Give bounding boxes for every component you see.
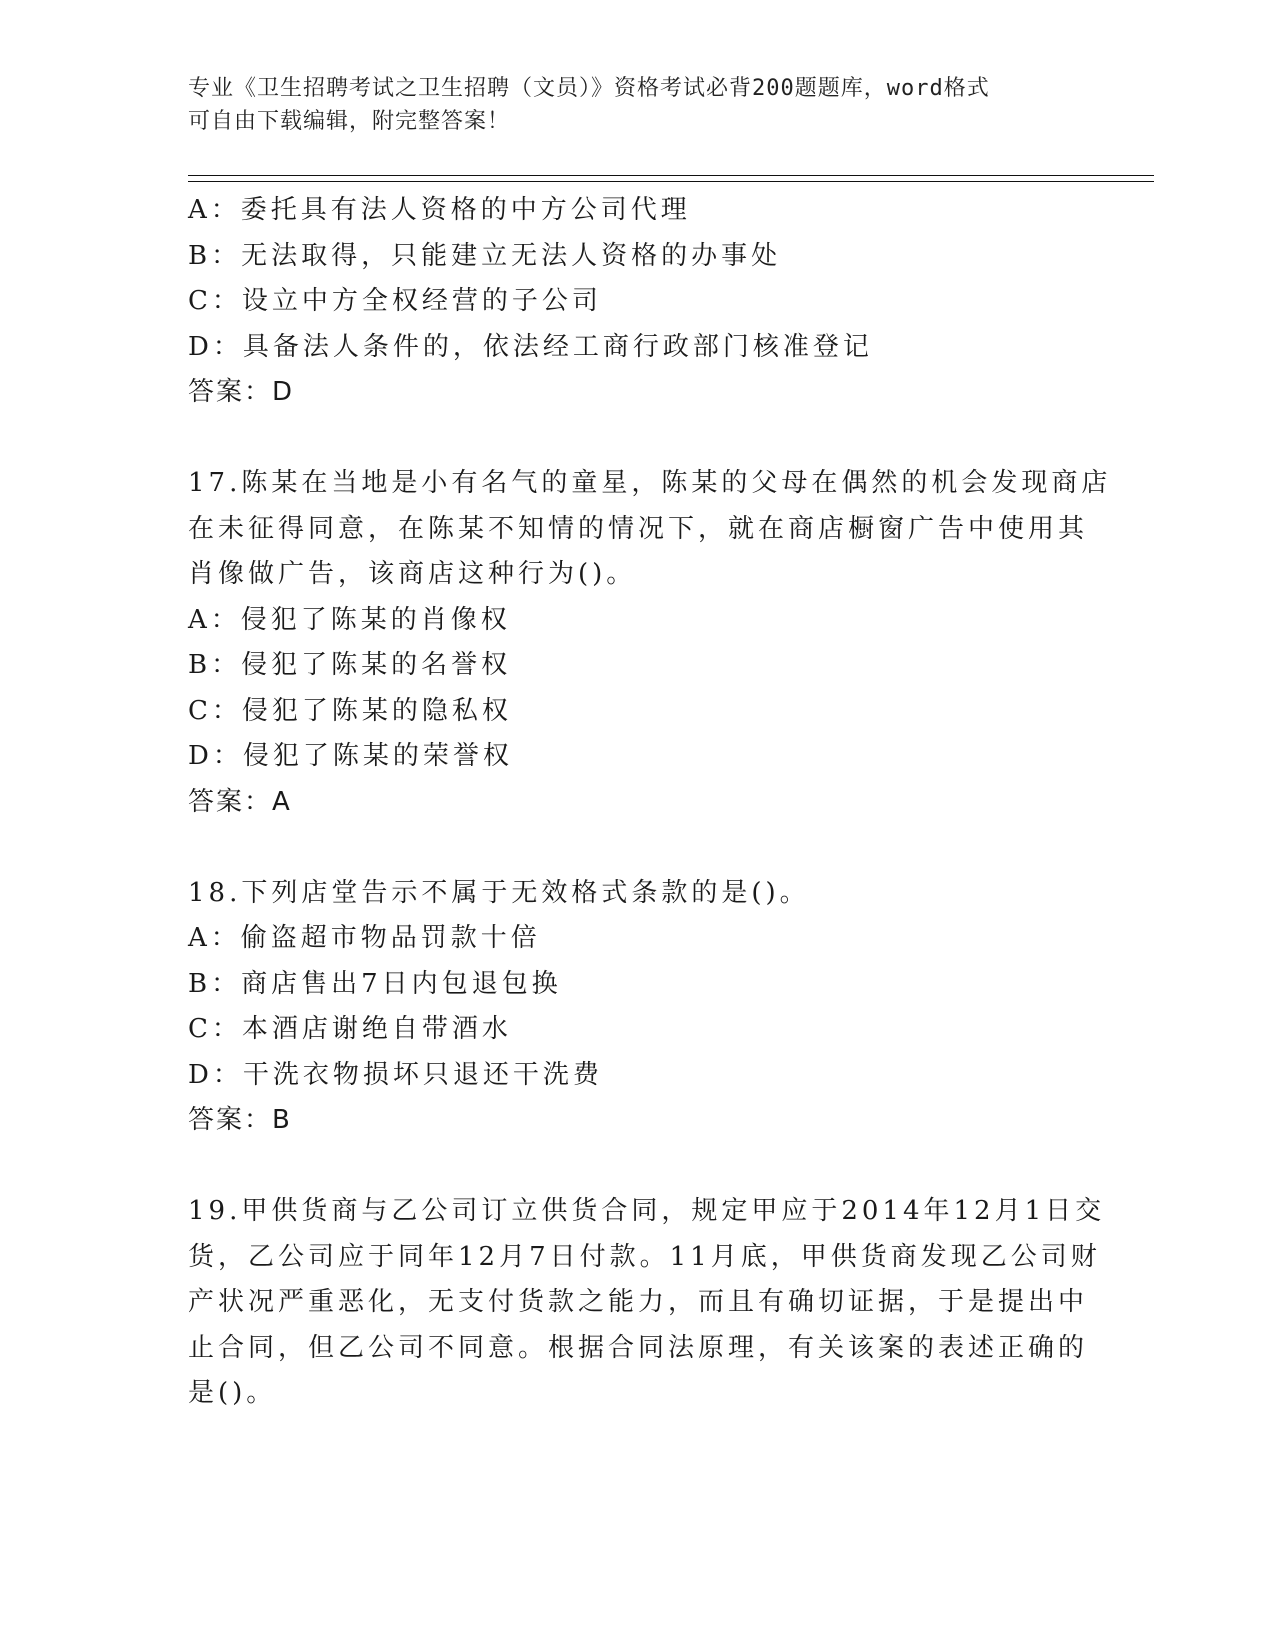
spacer xyxy=(188,1144,1088,1190)
answer: 答案：A xyxy=(188,786,292,817)
option-c: C：本酒店谢绝自带酒水 xyxy=(188,1014,512,1044)
option-b: B：无法取得，只能建立无法人资格的办事处 xyxy=(188,240,782,271)
question-stem: 在未征得同意，在陈某不知情的情况下，就在商店橱窗广告中使用其 xyxy=(188,513,1089,544)
question-17-block xyxy=(188,461,1112,825)
option-c: C：侵犯了陈某的隐私权 xyxy=(188,695,512,726)
option-b: B：商店售出7日内包退包换 xyxy=(188,968,562,999)
question-stem: 货，乙公司应于同年12月7日付款。11月底，甲供货商发现乙公司财 xyxy=(188,1241,1101,1272)
question-list xyxy=(188,188,1112,1417)
question-stem: 产状况严重恶化，无支付货款之能力，而且有确切证据，于是提出中 xyxy=(188,1287,1089,1317)
question-stem: 是()。 xyxy=(188,1378,277,1408)
option-a: A：侵犯了陈某的肖像权 xyxy=(188,604,511,635)
question-stem: 肖像做广告，该商店这种行为()。 xyxy=(188,559,637,589)
answer: 答案：B xyxy=(188,1105,292,1135)
answer: 答案：D xyxy=(188,377,295,407)
question-stem: 17.陈某在当地是小有名气的童星，陈某的父母在偶然的机会发现商店 xyxy=(188,468,1112,498)
question-19-block xyxy=(188,1189,1106,1417)
option-c: C：设立中方全权经营的子公司 xyxy=(188,286,602,316)
option-d: D：干洗衣物损坏只退还干洗费 xyxy=(188,1059,603,1090)
option-d: D：具备法人条件的，依法经工商行政部门核准登记 xyxy=(188,331,873,362)
question-18-block xyxy=(188,871,1088,1144)
question-16-block xyxy=(188,188,1088,416)
option-d: D：侵犯了陈某的荣誉权 xyxy=(188,741,513,771)
document-header xyxy=(188,72,1088,138)
header-divider-bottom xyxy=(188,181,1154,182)
option-a: A：委托具有法人资格的中方公司代理 xyxy=(188,195,691,225)
option-b: B：侵犯了陈某的名誉权 xyxy=(188,650,512,680)
spacer xyxy=(188,825,1088,871)
header-line-2: 可自由下载编辑，附完整答案！ xyxy=(188,109,511,134)
header-divider-top xyxy=(188,175,1154,176)
option-a: A：偷盗超市物品罚款十倍 xyxy=(188,923,541,953)
question-stem: 19.甲供货商与乙公司订立供货合同，规定甲应于2014年12月1日交 xyxy=(188,1196,1106,1226)
question-stem: 止合同，但乙公司不同意。根据合同法原理，有关该案的表述正确的 xyxy=(188,1332,1089,1363)
spacer xyxy=(188,416,1088,462)
header-line-1: 专业《卫生招聘考试之卫生招聘（文员）》资格考试必背200题题库，word格式 xyxy=(188,76,990,101)
question-stem: 18.下列店堂告示不属于无效格式条款的是()。 xyxy=(188,877,810,908)
